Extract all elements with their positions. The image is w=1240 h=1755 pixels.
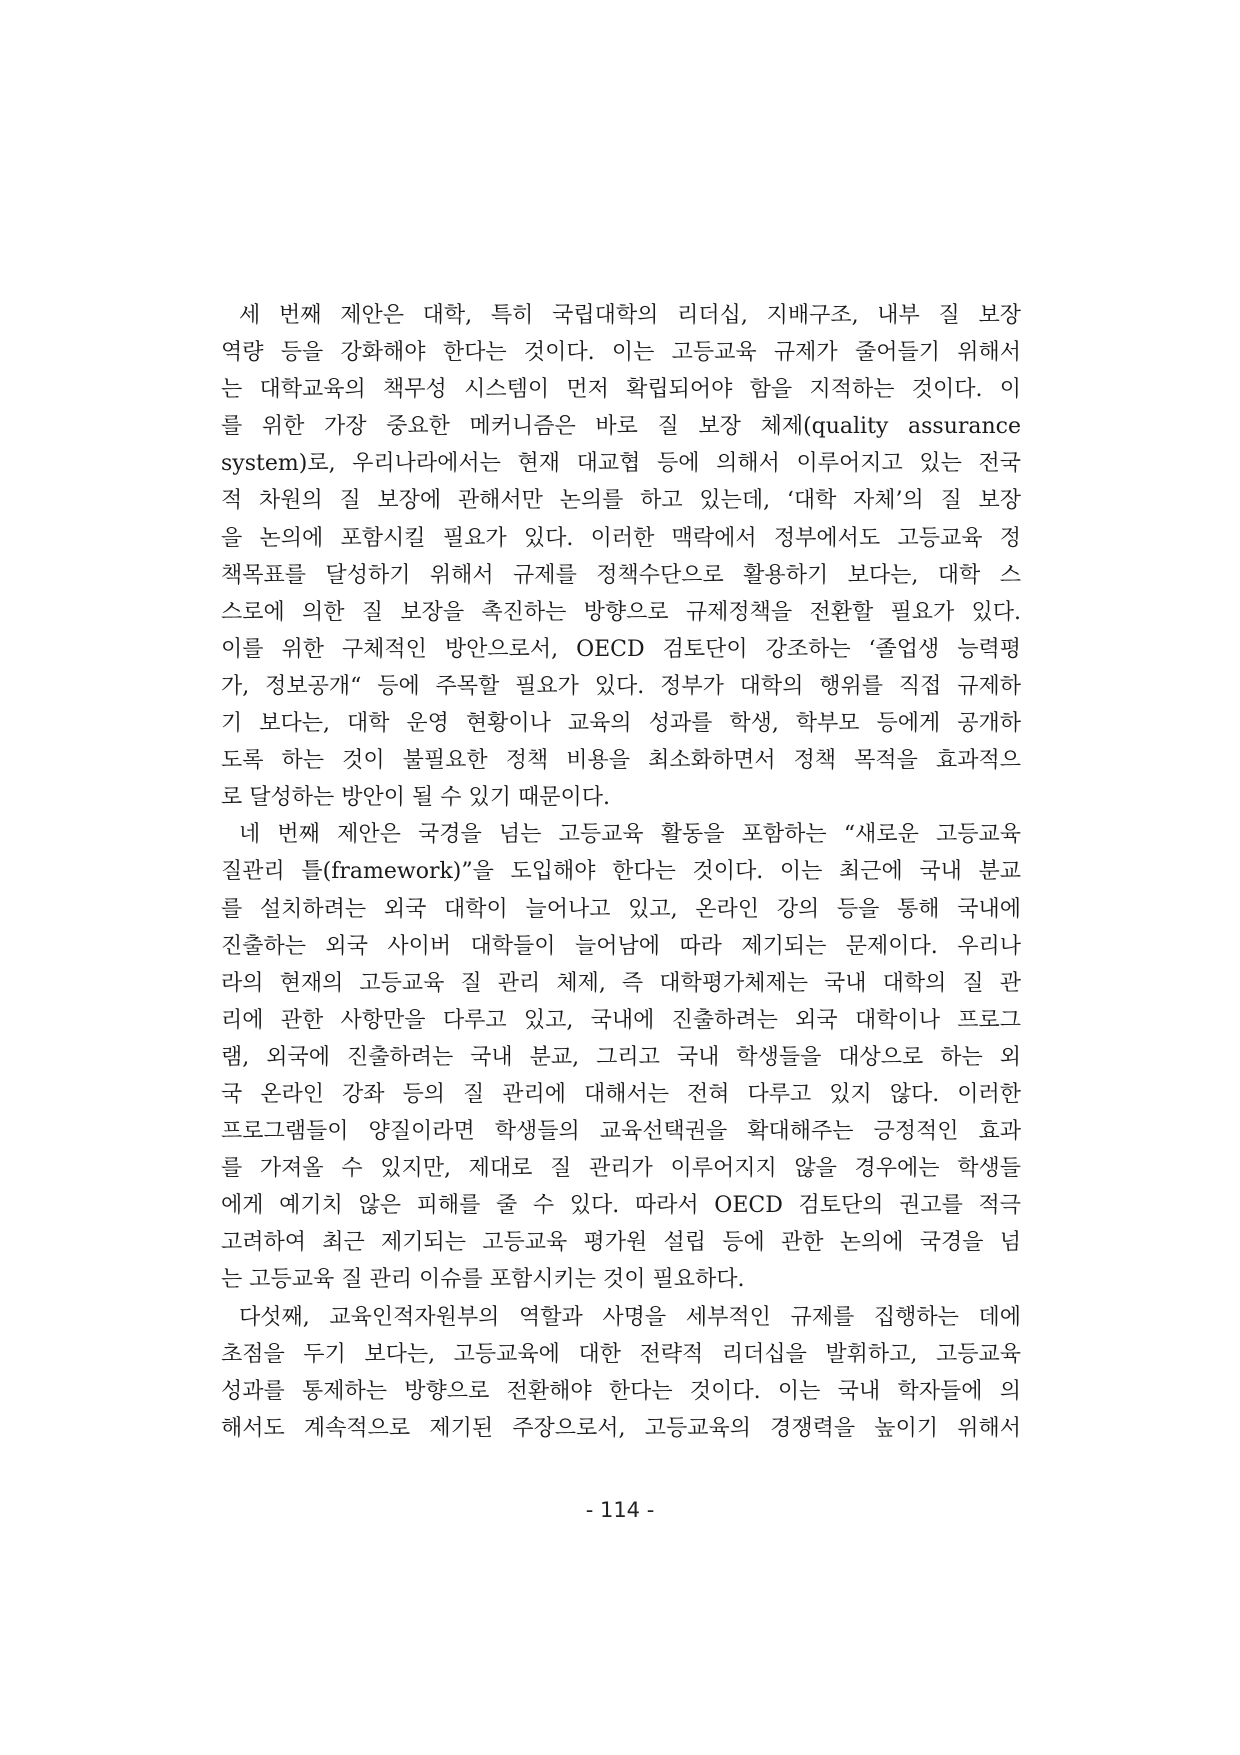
page-number: - 114 -: [585, 1498, 655, 1522]
text-line: 진출하는 외국 사이버 대학들이 늘어남에 따라 제기되는 문제이다. 우리나: [221, 933, 1021, 959]
paragraph: [221, 297, 1021, 816]
text-line: 도록 하는 것이 불필요한 정책 비용을 최소화하면서 정책 목적을 효과적으: [221, 748, 1021, 774]
text-line: 에게 예기치 않은 피해를 줄 수 있다. 따라서 OECD 검토단의 권고를 적극: [221, 1193, 1021, 1219]
text-line: 를 가져올 수 있지만, 제대로 질 관리가 이루어지지 않을 경우에는 학생들: [221, 1156, 1021, 1182]
text-line: 을 논의에 포함시킬 필요가 있다. 이러한 맥락에서 정부에서도 고등교육 정: [221, 525, 1021, 551]
text-line: 세 번째 제안은 대학, 특히 국립대학의 리더십, 지배구조, 내부 질 보장: [239, 303, 1021, 328]
text-line: 다섯째, 교육인적자원부의 역할과 사명을 세부적인 규제를 집행하는 데에: [239, 1304, 1021, 1330]
text-line: 기 보다는, 대학 운영 현황이나 교육의 성과를 학생, 학부모 등에게 공개하: [221, 711, 1021, 737]
text-line: 책목표를 달성하기 위해서 규제를 정책수단으로 활용하기 보다는, 대학 스: [221, 562, 1021, 588]
text-line: 초점을 두기 보다는, 고등교육에 대한 전략적 리더십을 발휘하고, 고등교육: [221, 1341, 1021, 1367]
body-text: [221, 297, 1021, 1447]
paragraph: [221, 1299, 1021, 1447]
text-line: 국 온라인 강좌 등의 질 관리에 대해서는 전혀 다루고 있지 않다. 이러한: [221, 1081, 1021, 1107]
text-line: 는 대학교육의 책무성 시스템이 먼저 확립되어야 함을 지적하는 것이다. 이: [221, 377, 1021, 403]
text-line: 해서도 계속적으로 제기된 주장으로서, 고등교육의 경쟁력을 높이기 위해서: [221, 1415, 1021, 1441]
text-line: 는 고등교육 질 관리 이슈를 포함시키는 것이 필요하다.: [221, 1267, 745, 1293]
text-line: system)로, 우리나라에서는 현재 대교협 등에 의해서 이루어지고 있는 전국: [221, 451, 1021, 477]
text-line: 역량 등을 강화해야 한다는 것이다. 이는 고등교육 규제가 줄어들기 위해서: [221, 340, 1021, 366]
text-line: 램, 외국에 진출하려는 국내 분교, 그리고 국내 학생들을 대상으로 하는 외: [221, 1044, 1021, 1070]
text-line: 고려하여 최근 제기되는 고등교육 평가원 설립 등에 관한 논의에 국경을 넘: [221, 1230, 1021, 1256]
text-line: 성과를 통제하는 방향으로 전환해야 한다는 것이다. 이는 국내 학자들에 의: [221, 1378, 1021, 1404]
text-line: 가, 정보공개“ 등에 주목할 필요가 있다. 정부가 대학의 행위를 직접 규제하: [221, 673, 1021, 699]
text-line: 로 달성하는 방안이 될 수 있기 때문이다.: [221, 785, 610, 811]
text-line: 적 차원의 질 보장에 관해서만 논의를 하고 있는데, ‘대학 자체’의 질 보장: [221, 488, 1021, 514]
text-line: 라의 현재의 고등교육 질 관리 체제, 즉 대학평가체제는 국내 대학의 질 관: [221, 970, 1021, 996]
text-line: 프로그램들이 양질이라면 학생들의 교육선택권을 확대해주는 긍정적인 효과: [221, 1119, 1021, 1145]
text-line: 질관리 틀(framework)”을 도입해야 한다는 것이다. 이는 최근에 국내 분교: [221, 859, 1021, 885]
text-line: 를 설치하려는 외국 대학이 늘어나고 있고, 온라인 강의 등을 통해 국내에: [221, 896, 1021, 922]
text-line: 를 위한 가장 중요한 메커니즘은 바로 질 보장 체제(quality assurance: [221, 414, 1021, 440]
paragraph: [221, 816, 1021, 1298]
text-line: 네 번째 제안은 국경을 넘는 고등교육 활동을 포함하는 “새로운 고등교육: [239, 822, 1021, 848]
text-line: 이를 위한 구체적인 방안으로서, OECD 검토단이 강조하는 ‘졸업생 능력평: [221, 636, 1021, 662]
text-line: 리에 관한 사항만을 다루고 있고, 국내에 진출하려는 외국 대학이나 프로그: [221, 1007, 1021, 1033]
text-line: 스로에 의한 질 보장을 촉진하는 방향으로 규제정책을 전환할 필요가 있다.: [221, 599, 1021, 625]
